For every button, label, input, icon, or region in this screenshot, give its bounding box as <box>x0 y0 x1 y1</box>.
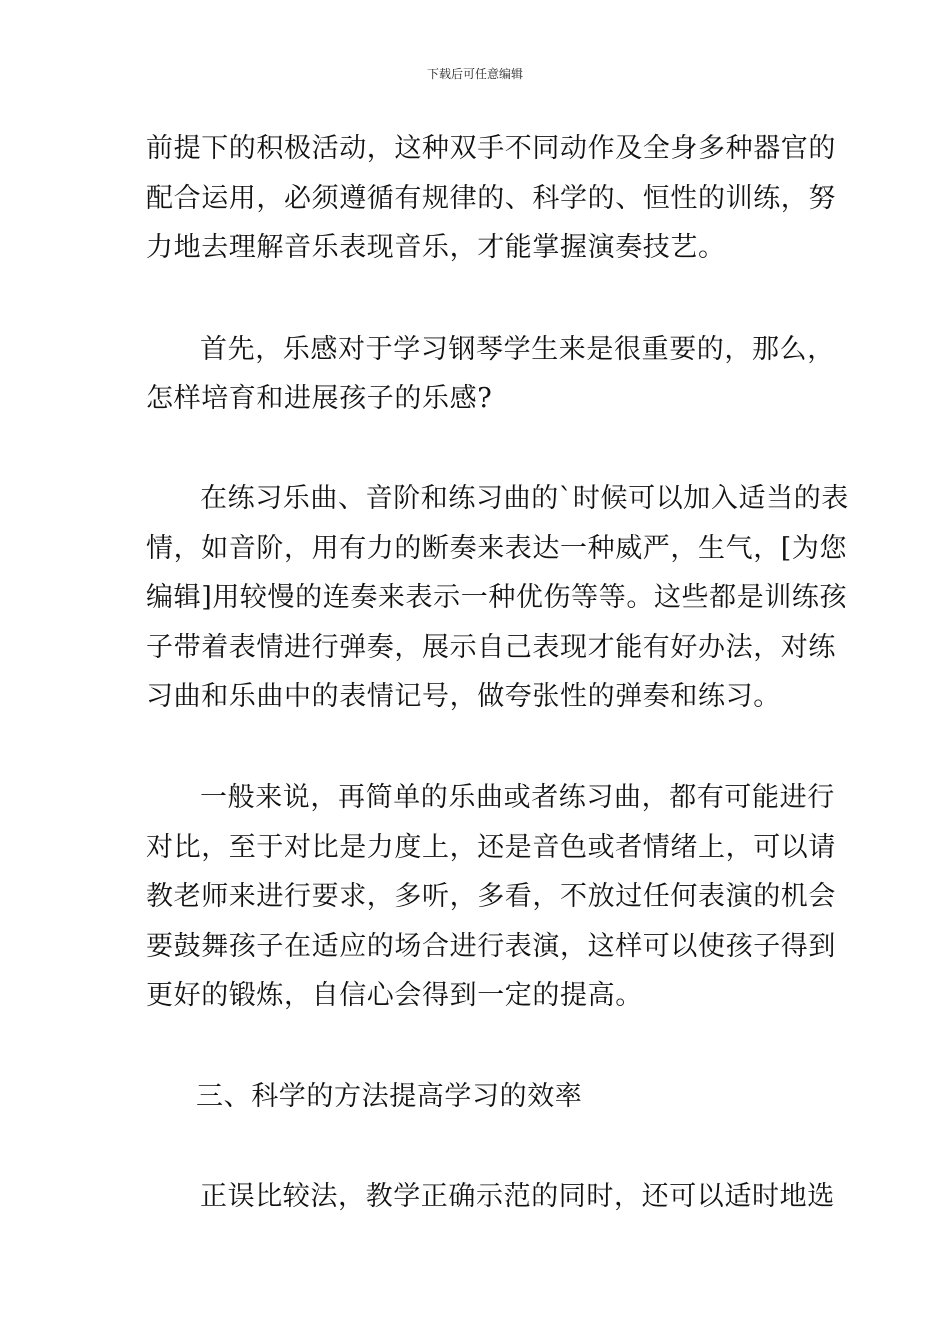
paragraph-3-line-3: 编辑]用较慢的连奏来表示一种优伤等等。这些都是训练孩 <box>146 582 848 613</box>
section-heading: 三、科学的方法提高学习的效率 <box>196 1081 583 1112</box>
page-header: 下载后可任意编辑 <box>426 67 523 81</box>
paragraph-1-line-3: 力地去理解音乐表现音乐，才能掌握演奏技艺。 <box>146 232 726 263</box>
paragraph-3-line-1: 在练习乐曲、音阶和练习曲的`时候可以加入适当的表 <box>200 483 849 514</box>
paragraph-2-line-2: 怎样培育和进展孩子的乐感? <box>146 383 493 414</box>
paragraph-3-line-4: 子带着表情进行弹奏，展示自己表现才能有好办法，对练 <box>146 632 836 663</box>
paragraph-4-line-4: 要鼓舞孩子在适应的场合进行表演，这样可以使孩子得到 <box>146 931 836 962</box>
paragraph-3-line-5: 习曲和乐曲中的表情记号，做夸张性的弹奏和练习。 <box>146 681 781 712</box>
paragraph-4-line-1: 一般来说，再简单的乐曲或者练习曲，都有可能进行 <box>200 782 835 813</box>
paragraph-3-line-2: 情，如音阶，用有力的断奏来表达一种威严，生气，[为您 <box>146 533 848 564</box>
paragraph-4-line-5: 更好的锻炼，自信心会得到一定的提高。 <box>146 980 643 1011</box>
paragraph-5-line-1: 正误比较法，教学正确示范的同时，还可以适时地选 <box>200 1181 835 1212</box>
paragraph-4-line-3: 教老师来进行要求，多听，多看，不放过任何表演的机会 <box>146 881 836 912</box>
paragraph-4-line-2: 对比，至于对比是力度上，还是音色或者情绪上，可以请 <box>146 832 836 863</box>
paragraph-1-line-2: 配合运用，必须遵循有规律的、科学的、恒性的训练，努 <box>146 183 836 214</box>
paragraph-2-line-1: 首先，乐感对于学习钢琴学生来是很重要的，那么， <box>200 334 835 365</box>
paragraph-1-line-1: 前提下的积极活动，这种双手不同动作及全身多种器官的 <box>146 133 836 164</box>
